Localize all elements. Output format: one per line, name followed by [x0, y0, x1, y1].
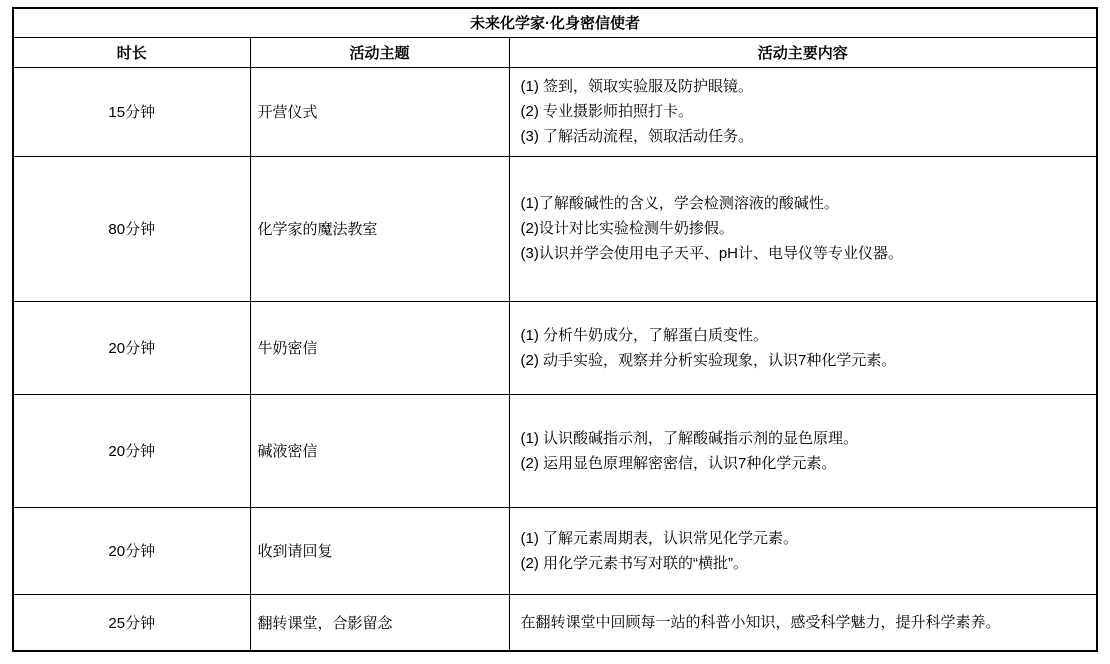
- content-line: (1)了解酸碱性的含义，学会检测溶液的酸碱性。: [520, 195, 839, 212]
- content-line: (1) 了解元素周期表，认识常见化学元素。: [520, 529, 799, 547]
- content-line: (2) 运用显色原理解密密信，认识7种化学元素。: [520, 454, 837, 472]
- content-line: (3)认识并学会使用电子天平、pH计、电导仪等专业仪器。: [520, 245, 904, 262]
- theme-cell: 收到请回复: [250, 507, 509, 594]
- table-row: [13, 394, 1097, 507]
- table-row: [13, 156, 1097, 301]
- content-line: (1) 分析牛奶成分，了解蛋白质变性。: [520, 326, 769, 344]
- duration-cell: 20分钟: [13, 507, 250, 594]
- content-line: (2) 用化学元素书写对联的“横批”。: [520, 554, 748, 572]
- duration-cell: 20分钟: [13, 301, 250, 394]
- content-line: (2) 动手实验，观察并分析实验现象，认识7种化学元素。: [520, 351, 897, 369]
- content-line: 在翻转课堂中回顾每一站的科普小知识，感受科学魅力，提升科学素养。: [520, 613, 1001, 631]
- theme-cell: 化学家的魔法教室: [250, 156, 509, 301]
- content-line: (2) 专业摄影师拍照打卡。: [520, 103, 694, 120]
- theme-cell: 翻转课堂，合影留念: [250, 594, 509, 651]
- table-row: [13, 67, 1097, 156]
- theme-cell: 碱液密信: [250, 394, 509, 507]
- activity-schedule-table: [12, 7, 1098, 652]
- theme-cell: 开营仪式: [250, 67, 509, 156]
- content-cell: [509, 301, 1097, 394]
- theme-cell: 牛奶密信: [250, 301, 509, 394]
- column-header-content: 活动主要内容: [509, 37, 1097, 67]
- content-line: (1) 签到，领取实验服及防护眼镜。: [520, 78, 754, 95]
- duration-cell: 25分钟: [13, 594, 250, 651]
- content-line: (1) 认识酸碱指示剂，了解酸碱指示剂的显色原理。: [520, 429, 859, 447]
- duration-cell: 80分钟: [13, 156, 250, 301]
- table-header-row: [13, 37, 1097, 67]
- duration-cell: 15分钟: [13, 67, 250, 156]
- column-header-theme: 活动主题: [250, 37, 509, 67]
- content-cell: [509, 394, 1097, 507]
- table-title-row: [13, 8, 1097, 37]
- table-title: 未来化学家·化身密信使者: [13, 8, 1097, 37]
- document-page: [12, 7, 1098, 652]
- content-line: (3) 了解活动流程，领取活动任务。: [520, 128, 754, 145]
- content-line: (2)设计对比实验检测牛奶掺假。: [520, 220, 734, 237]
- table-row: [13, 507, 1097, 594]
- table-row: [13, 594, 1097, 651]
- content-cell: [509, 594, 1097, 651]
- column-header-duration: 时长: [13, 37, 250, 67]
- table-row: [13, 301, 1097, 394]
- content-cell: [509, 507, 1097, 594]
- duration-cell: 20分钟: [13, 394, 250, 507]
- content-cell: [509, 156, 1097, 301]
- content-cell: [509, 67, 1097, 156]
